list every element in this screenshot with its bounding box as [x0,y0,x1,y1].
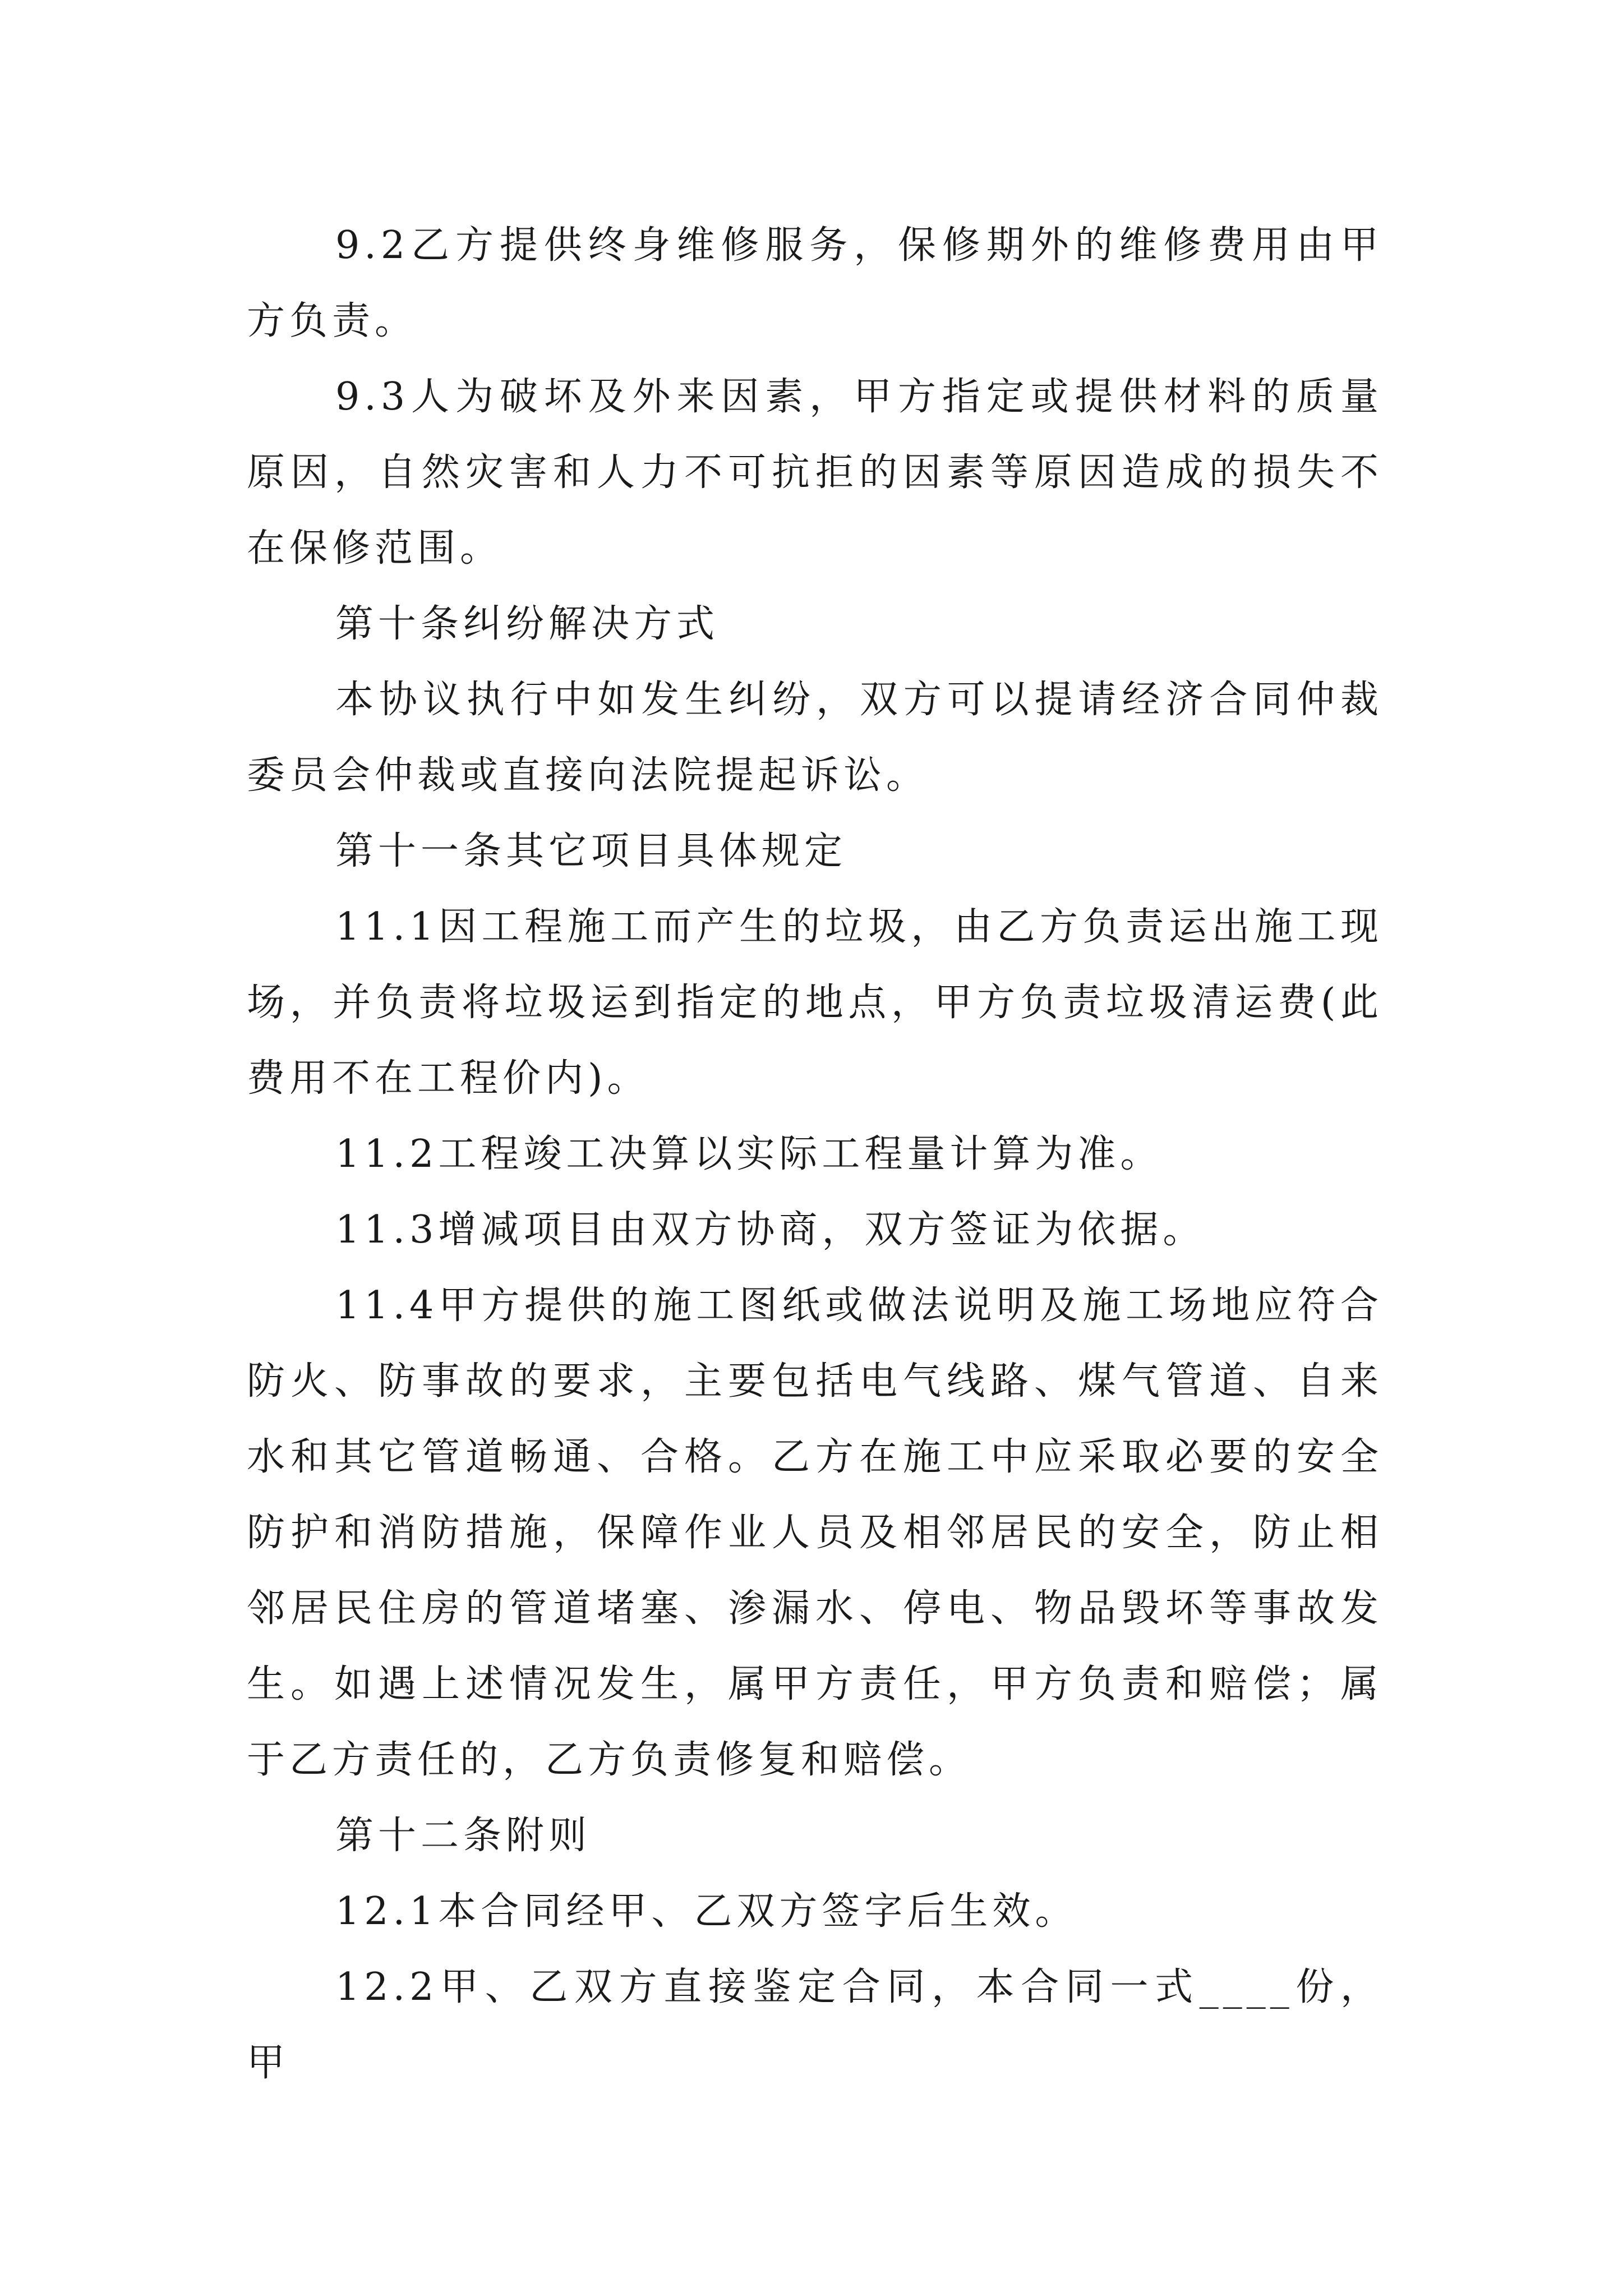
article-11-heading: 第十一条其它项目具体规定 [335,829,847,873]
clause-11-4: 11.4甲方提供的施工图纸或做法说明及施工场地应符合防火、防事故的要求，主要包括电气线路、煤气管道、自来水和其它管道畅通、合格。乙方在施工中应采取必要的安全防护和消防措施，保障作业人员及相邻居民的安全，防止相邻居民住房的管道堵塞、渗漏水、停电、物品毁坏等事故发生。如遇上述情况发生，属甲方责任，甲方负责和赔偿；属于乙方责任的，乙方负责修复和赔偿。 [247,1283,1383,1782]
article-10-heading: 第十条纠纷解决方式 [335,602,720,646]
article-10-body: 本协议执行中如发生纠纷，双方可以提请经济合同仲裁委员会仲裁或直接向法院提起诉讼。 [247,678,1383,798]
clause-11-1: 11.1因工程施工而产生的垃圾，由乙方负责运出施工现场，并负责将垃圾运到指定的地点，甲方负责垃圾清运费(此费用不在工程价内)。 [247,905,1383,1101]
clause-9-3: 9.3人为破坏及外来因素，甲方指定或提供材料的质量原因，自然灾害和人力不可抗拒的因素等原因造成的损失不在保修范围。 [247,375,1383,570]
clause-12-2: 12.2甲、乙双方直接鉴定合同，本合同一式____份，甲 [247,1965,1383,2085]
clause-9-2: 9.2乙方提供终身维修服务，保修期外的维修费用由甲方负责。 [247,223,1383,343]
clause-12-1: 12.1本合同经甲、乙双方签字后生效。 [335,1889,1078,1934]
clause-11-3: 11.3增减项目由双方协商，双方签证为依据。 [335,1208,1206,1252]
clause-11-2: 11.2工程竣工决算以实际工程量计算为准。 [335,1132,1163,1176]
article-12-heading: 第十二条附则 [335,1814,592,1858]
